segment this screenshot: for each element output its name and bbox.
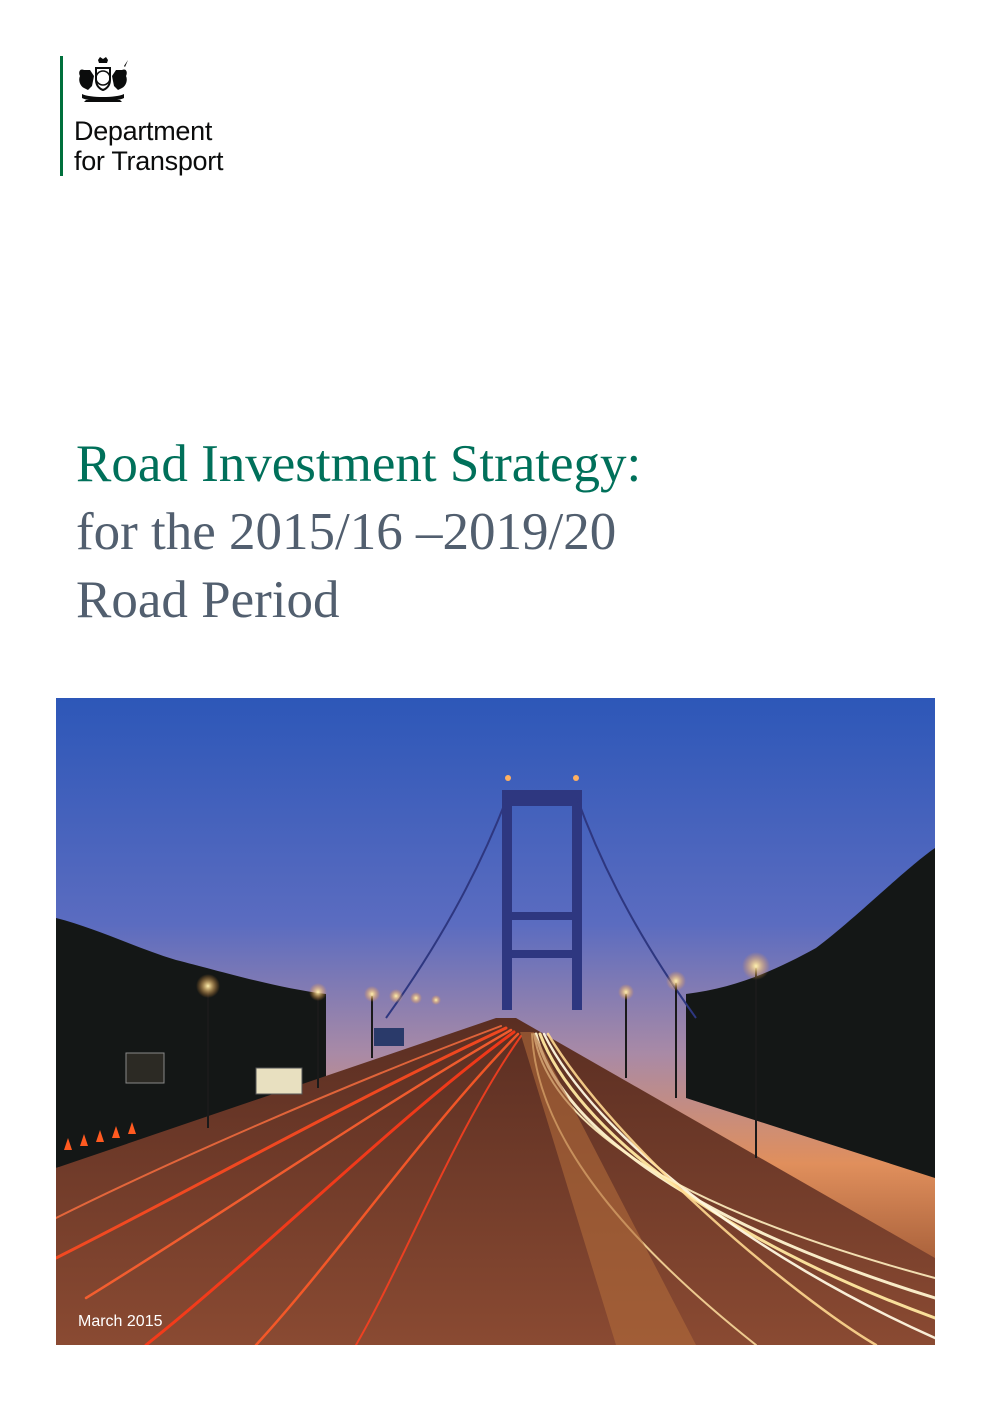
royal-coat-of-arms-icon bbox=[74, 56, 132, 104]
title-line2: for the 2015/16 –2019/20 bbox=[76, 503, 617, 561]
title-line1: Road Investment Strategy: bbox=[76, 435, 642, 493]
document-title bbox=[76, 430, 936, 634]
logo-accent-rule bbox=[60, 56, 63, 176]
organisation-name bbox=[74, 116, 223, 176]
publication-date: March 2015 bbox=[78, 1313, 163, 1330]
organisation-name-line2: for Transport bbox=[74, 146, 224, 176]
bridge-at-dusk-photo-icon bbox=[56, 698, 935, 1345]
department-logo bbox=[60, 56, 320, 176]
title-line3: Road Period bbox=[76, 571, 340, 629]
organisation-name-line1: Department bbox=[74, 116, 213, 146]
cover-photo bbox=[56, 698, 935, 1345]
